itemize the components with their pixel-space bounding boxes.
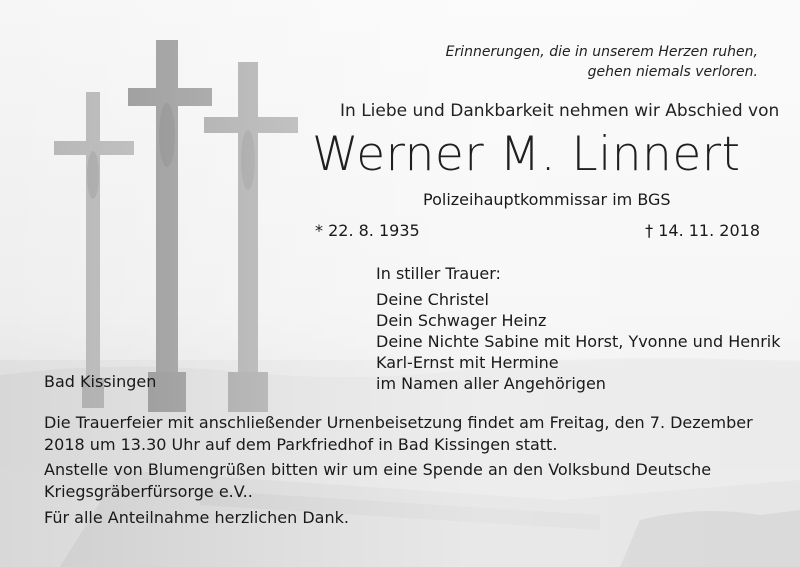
list-item: Dein Schwager Heinz: [376, 311, 547, 330]
death-date: † 14. 11. 2018: [645, 221, 760, 240]
place: Bad Kissingen: [44, 372, 157, 391]
mourners-list: [376, 289, 781, 394]
list-item: Deine Nichte Sabine mit Horst, Yvonne und Henrik: [376, 332, 781, 351]
donation-info: Anstelle von Blumengrüßen bitten wir um eine Spende an den Volksbund Deutsche Kriegsgräberfürsorge e.V..: [44, 460, 712, 501]
thanks: Für alle Anteilnahme herzlichen Dank.: [44, 508, 349, 527]
farewell-line: In Liebe und Dankbarkeit nehmen wir Abschied von: [340, 101, 780, 121]
quote-line-1: Erinnerungen, die in unserem Herzen ruhen,: [445, 44, 758, 60]
quote-line-2: gehen niemals verloren.: [587, 64, 758, 80]
list-item: im Namen aller Angehörigen: [376, 374, 606, 393]
list-item: Karl-Ernst mit Hermine: [376, 353, 559, 372]
mourning-heading: In stiller Trauer:: [376, 264, 501, 283]
occupation: Polizeihauptkommissar im BGS: [423, 190, 671, 209]
funeral-info: Die Trauerfeier mit anschließender Urnenbeisetzung findet am Freitag, den 7. Dezember 2018 um 13.30 Uhr auf dem Parkfriedhof in Bad Kissingen statt.: [44, 413, 753, 454]
list-item: Deine Christel: [376, 290, 489, 309]
birth-date: * 22. 8. 1935: [315, 221, 420, 240]
deceased-name: Werner M. Linnert: [312, 127, 741, 182]
quote: [446, 42, 758, 82]
